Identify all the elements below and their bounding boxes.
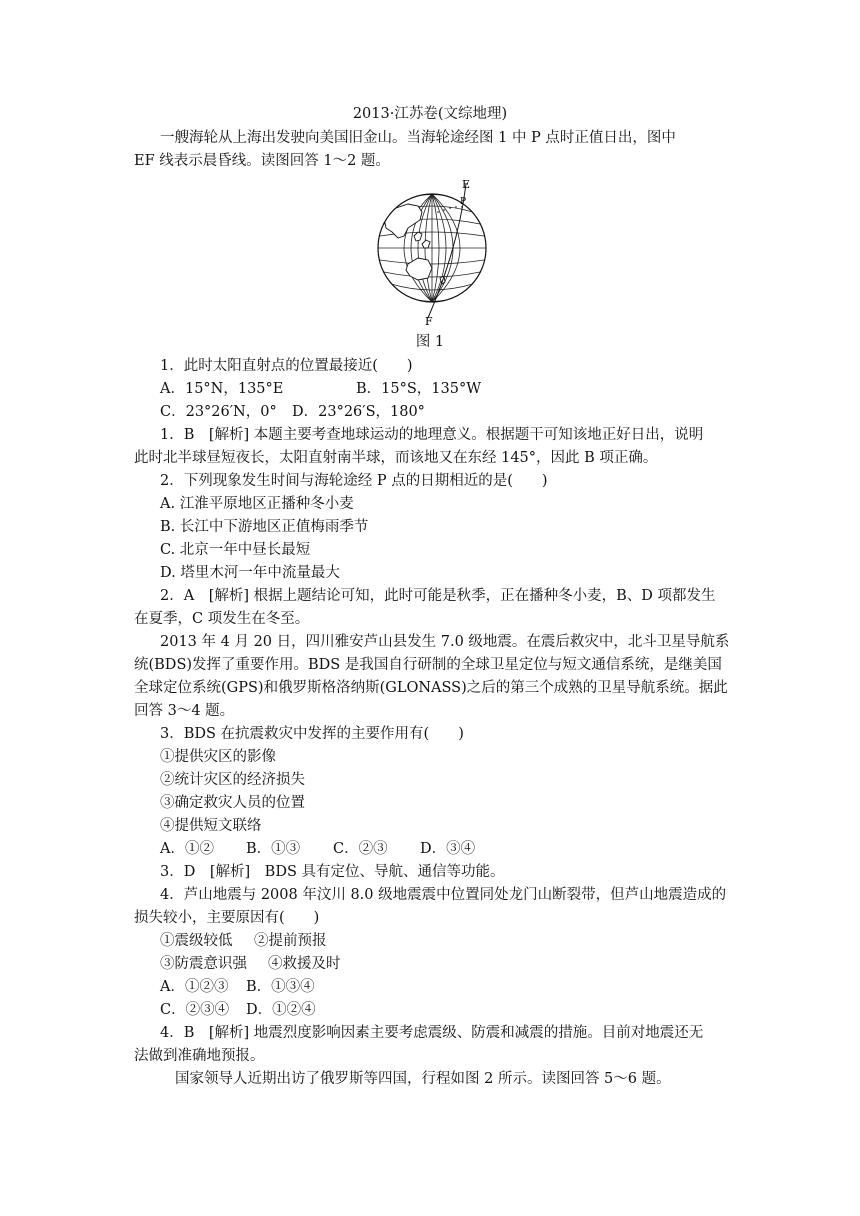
question-3-item: ③确定救灾人员的位置 <box>160 795 305 811</box>
question-3-item: ④提供短文联络 <box>160 818 262 834</box>
question-4-stem-line: 4．芦山地震与 2008 年汶川 8.0 级地震震中位置同处龙门山断裂带，但芦山地震造成的 <box>160 887 727 903</box>
question-3-item: ②统计灾区的经济损失 <box>160 772 305 788</box>
question-1-option-d: D．23°26′S，180° <box>292 404 425 420</box>
question-2-stem: 2．下列现象发生时间与海轮途经 P 点的日期相近的是( ) <box>160 473 548 489</box>
question-3-item: ①提供灾区的影像 <box>160 749 276 765</box>
figure-label-p: P <box>460 197 467 207</box>
question-2-option: B. 长江中下游地区正值梅雨季节 <box>160 519 369 535</box>
intro-paragraph-line: 回答 3～4 题。 <box>134 703 235 719</box>
question-3-option-d: D．③④ <box>420 841 476 857</box>
question-4-item-4: ④救援及时 <box>268 956 341 972</box>
intro-paragraph-line: 全球定位系统(GPS)和俄罗斯格洛纳斯(GLONASS)之后的第三个成熟的卫星导航系统。据此 <box>134 680 728 696</box>
question-1-stem: 1．此时太阳直射点的位置最接近( ) <box>160 358 413 374</box>
question-3-option-b: B．①③ <box>246 841 301 857</box>
question-3-option-a: A．①② <box>160 841 214 857</box>
question-4-item-3: ③防震意识强 <box>160 956 247 972</box>
question-4-stem-line: 损失较小，主要原因有( ) <box>134 910 320 926</box>
question-1-answer-line: 1．B [解析] 本题主要考查地球运动的地理意义。根据题干可知该地正好日出，说明 <box>160 427 704 443</box>
question-4-option-a: A．①②③ <box>160 979 229 995</box>
island <box>414 232 422 241</box>
question-3-stem: 3．BDS 在抗震救灾中发挥的主要作用有( ) <box>160 726 464 742</box>
asia-landmass <box>384 204 422 238</box>
intro-paragraph-line: 一艘海轮从上海出发驶向美国旧金山。当海轮途经图 1 中 P 点时正值日出，图中 <box>160 130 676 146</box>
question-1-option-a: A．15°N，135°E <box>160 381 284 397</box>
question-4-item-2: ②提前预报 <box>254 933 327 949</box>
australia-landmass <box>406 258 432 280</box>
question-1-option-c: C．23°26′N，0° <box>160 404 277 420</box>
question-2-option: C. 北京一年中昼长最短 <box>160 542 311 558</box>
question-1-answer-line: 此时北半球昼短夜长，太阳直射南半球，而该地又在东经 145°，因此 B 项正确。 <box>134 450 658 466</box>
question-4-option-b: B．①③④ <box>246 979 315 995</box>
intro-paragraph-line: EF 线表示晨昏线。读图回答 1～2 题。 <box>134 153 390 169</box>
question-3-answer: 3．D [解析] BDS 具有定位、导航、通信等功能。 <box>160 864 505 880</box>
island <box>422 240 430 248</box>
question-1-option-b: B．15°S，135°W <box>356 381 482 397</box>
question-2-option: D. 塔里木河一年中流量最大 <box>160 565 340 581</box>
question-4-answer-line: 法做到准确地预报。 <box>134 1048 265 1064</box>
intro-paragraph-line: 统(BDS)发挥了重要作用。BDS 是我国自行研制的全球卫星定位与短文通信系统，是继美国 <box>134 657 722 673</box>
document-title: 2013·江苏卷(文综地理) <box>352 106 508 122</box>
question-4-item-1: ①震级较低 <box>160 933 233 949</box>
question-2-option: A. 江淮平原地区正播种冬小麦 <box>160 496 354 512</box>
question-4-option-c: C．②③④ <box>160 1002 230 1018</box>
question-2-answer-line: 2．A [解析] 根据上题结论可知，此时可能是秋季，正在播种冬小麦，B、D 项都发生 <box>160 588 716 604</box>
intro-paragraph-line: 2013 年 4 月 20 日，四川雅安芦山县发生 7.0 级地震。在震后救灾中，北斗卫星导航系 <box>160 634 730 650</box>
question-2-answer-line: 在夏季，C 项发生在冬至。 <box>134 611 310 627</box>
question-4-option-d: D．①②④ <box>246 1002 316 1018</box>
figure-label-e: E <box>462 178 471 191</box>
question-4-answer-line: 4．B [解析] 地震烈度影响因素主要考虑震级、防震和减震的措施。目前对地震还无 <box>160 1025 704 1041</box>
figure-1-caption: 图 1 <box>415 334 445 350</box>
figure-1-globe <box>374 178 494 326</box>
intro-paragraph-line: 国家领导人近期出访了俄罗斯等四国，行程如图 2 所示。读图回答 5～6 题。 <box>175 1071 671 1087</box>
figure-label-f: F <box>425 315 433 326</box>
question-3-option-c: C．②③ <box>333 841 388 857</box>
